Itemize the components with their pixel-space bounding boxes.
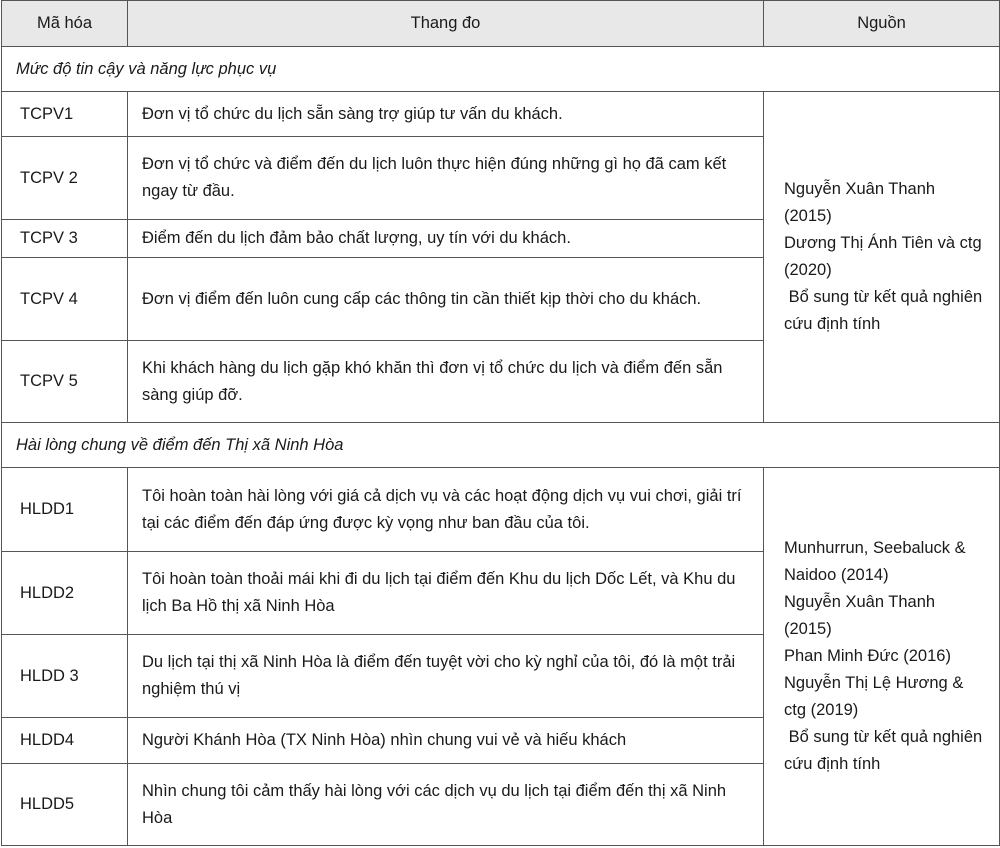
row-code: HLDD1 (2, 468, 128, 552)
source-line: Nguyễn Xuân Thanh (784, 593, 936, 611)
header-row (2, 1, 1000, 47)
row-code: HLDD 3 (2, 635, 128, 718)
row-text: Nhìn chung tôi cảm thấy hài lòng với các dịch vụ du lịch tại điểm đến thị xã Ninh Hòa (128, 764, 764, 846)
table-row (2, 468, 1000, 552)
source-line: cứu định tính (784, 315, 881, 333)
row-text: Người Khánh Hòa (TX Ninh Hòa) nhìn chung vui vẻ và hiếu khách (128, 718, 764, 764)
source-line: (2020) (784, 261, 832, 279)
row-text: Tôi hoàn toàn hài lòng với giá cả dịch vụ và các hoạt động dịch vụ vui chơi, giải trí tại các điểm đến đáp ứng được kỳ vọng như ban đầu của tôi. (128, 468, 764, 552)
source-line: ctg (2019) (784, 701, 859, 719)
row-text: Tôi hoàn toàn thoải mái khi đi du lịch tại điểm đến Khu du lịch Dốc Lết, và Khu du lịch Ba Hồ thị xã Ninh Hòa (128, 552, 764, 635)
group-row (2, 47, 1000, 92)
header-code: Mã hóa (2, 1, 128, 47)
source-line: Naidoo (2014) (784, 566, 889, 584)
source-line: cứu định tính (784, 755, 881, 773)
row-text: Khi khách hàng du lịch gặp khó khăn thì đơn vị tổ chức du lịch và điểm đến sẵn sàng giúp đỡ. (128, 341, 764, 423)
source-line: Bổ sung từ kết quả nghiên (784, 288, 983, 306)
source-line: Nguyễn Xuân Thanh (784, 180, 936, 198)
row-text: Đơn vị tổ chức du lịch sẵn sàng trợ giúp tư vấn du khách. (128, 92, 764, 137)
header-source: Nguồn (764, 1, 1000, 47)
scale-table (1, 0, 1000, 846)
row-code: HLDD4 (2, 718, 128, 764)
group-title: Mức độ tin cậy và năng lực phục vụ (2, 47, 1000, 92)
row-code: HLDD5 (2, 764, 128, 846)
row-text: Đơn vị điểm đến luôn cung cấp các thông tin cần thiết kịp thời cho du khách. (128, 258, 764, 341)
source-line: Phan Minh Đức (2016) (784, 647, 951, 665)
row-code: TCPV 3 (2, 220, 128, 258)
row-code: TCPV 4 (2, 258, 128, 341)
row-code: TCPV 5 (2, 341, 128, 423)
source-cell (764, 92, 1000, 423)
header-scale: Thang đo (128, 1, 764, 47)
source-line: Bổ sung từ kết quả nghiên (784, 728, 983, 746)
source-line: Nguyễn Thị Lệ Hương & (784, 674, 964, 692)
source-line: (2015) (784, 207, 832, 225)
row-code: HLDD2 (2, 552, 128, 635)
row-text: Đơn vị tổ chức và điểm đến du lịch luôn thực hiện đúng những gì họ đã cam kết ngay từ đầu. (128, 137, 764, 220)
source-line: Dương Thị Ánh Tiên và ctg (784, 234, 982, 252)
table-row (2, 92, 1000, 137)
source-cell (764, 468, 1000, 846)
row-code: TCPV 2 (2, 137, 128, 220)
row-text: Du lịch tại thị xã Ninh Hòa là điểm đến tuyệt vời cho kỳ nghỉ của tôi, đó là một trải nghiệm thú vị (128, 635, 764, 718)
group-row (2, 423, 1000, 468)
group-title: Hài lòng chung về điểm đến Thị xã Ninh Hòa (2, 423, 1000, 468)
source-line: (2015) (784, 620, 832, 638)
source-line: Munhurrun, Seebaluck & (784, 539, 966, 557)
row-text: Điểm đến du lịch đảm bảo chất lượng, uy tín với du khách. (128, 220, 764, 258)
row-code: TCPV1 (2, 92, 128, 137)
